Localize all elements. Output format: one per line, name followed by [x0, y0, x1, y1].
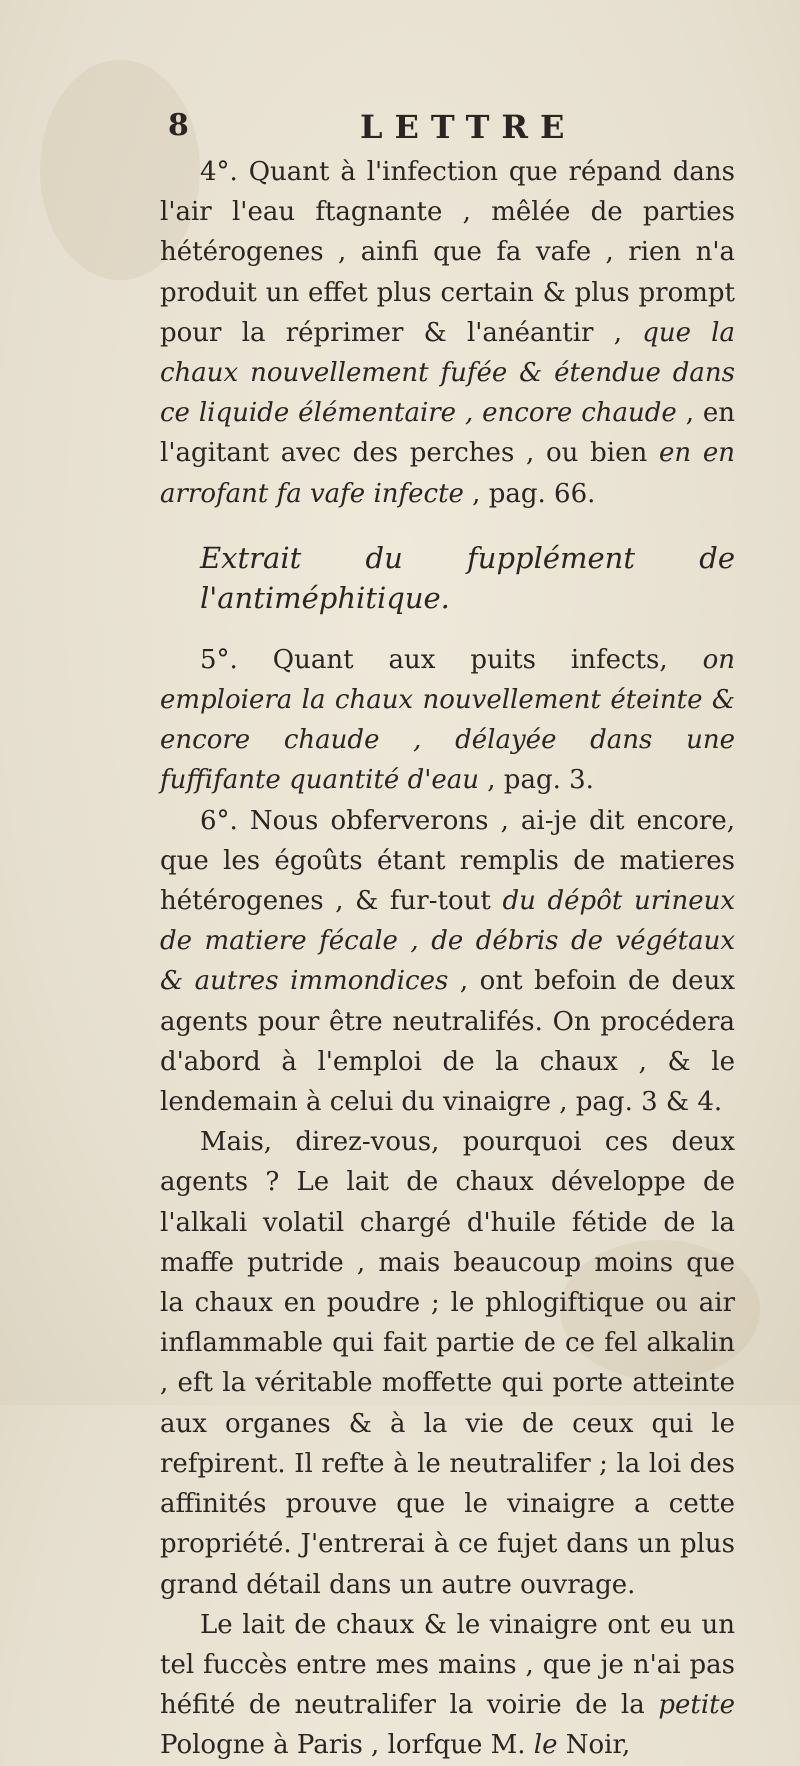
text-run: 4°. Quant à l'infection que répand dans l'air l'eau ftagnante , mêlée de parties hétérogenes , ainfi que fa vafe , rien n'a produit un effet plus certain & plus prompt pour la réprimer & l'anéantir ,: [160, 157, 735, 348]
page-number: 8: [168, 108, 189, 143]
text-run: 6°. Nous obferverons , ai-je dit encore, que les égoûts étant remplis de matieres hétérogenes , & fur-tout: [160, 805, 735, 917]
italic-text-run: on emploiera la chaux nouvellement éteinte & encore chaude , délayée dans une fuffifante quantité d'eau: [160, 644, 735, 796]
paragraph-5: [160, 640, 735, 801]
text-run: Pologne à Paris , lorfque M.: [160, 1730, 534, 1761]
italic-text-run: en en arrofant fa vafe infecte: [160, 438, 736, 509]
text-run: , ont befoin de deux agents pour être neutralifés. On procédera d'abord à l'emploi de la chaux , & le lendemain à celui du vinaigre , pag. 3 & 4.: [160, 966, 735, 1118]
paragraph-8: [160, 1605, 735, 1766]
text-run: , pag. 3.: [479, 765, 594, 796]
text-run: Noir,: [557, 1730, 631, 1761]
text-run: Le lait de chaux & le vinaigre ont eu un tel fuccès entre mes mains , que je n'ai pas héfité de neutralifer la voirie de la: [160, 1609, 735, 1721]
text-run: Mais, direz-vous, pourquoi ces deux agents ? Le lait de chaux développe de l'alkali volatil chargé d'huile fétide de la maffe putride , mais beaucoup moins que la chaux en poudre ; le phlogiftique ou air inflammable qui fait partie de ce fel alkalin , eft la véritable moffette qui porte atteinte aux organes & à la vie de ceux qui le refpirent. Il refte à le neutralifer ; la loi des affinités prouve que le vinaigre a cette propriété. J'entrerai à ce fujet dans un plus grand détail dans un autre ouvrage.: [160, 1127, 735, 1600]
italic-text-run: le: [533, 1730, 558, 1761]
text-run: , pag. 66.: [463, 478, 596, 509]
italic-text-run: que la chaux nouvellement fufée & étendue dans ce liquide élémentaire , encore chaude: [160, 317, 735, 429]
text-run: 5°. Quant aux puits infects,: [200, 644, 703, 675]
section-heading: Extrait du fupplément de l'antiméphitique.: [200, 540, 735, 615]
body-text: [160, 152, 735, 1766]
italic-text-run: du dépôt urineux de matiere fécale , de débris de végétaux & autres immondices: [160, 886, 735, 997]
paragraph-4: [160, 152, 735, 514]
paragraph-6: [160, 801, 735, 1123]
paragraph-7: [160, 1122, 735, 1604]
italic-text-run: petite: [658, 1690, 735, 1721]
text-run: , en l'agitant avec des perches , ou bien: [160, 398, 735, 469]
running-title: LETTRE: [360, 108, 577, 146]
page-header: [168, 108, 688, 152]
